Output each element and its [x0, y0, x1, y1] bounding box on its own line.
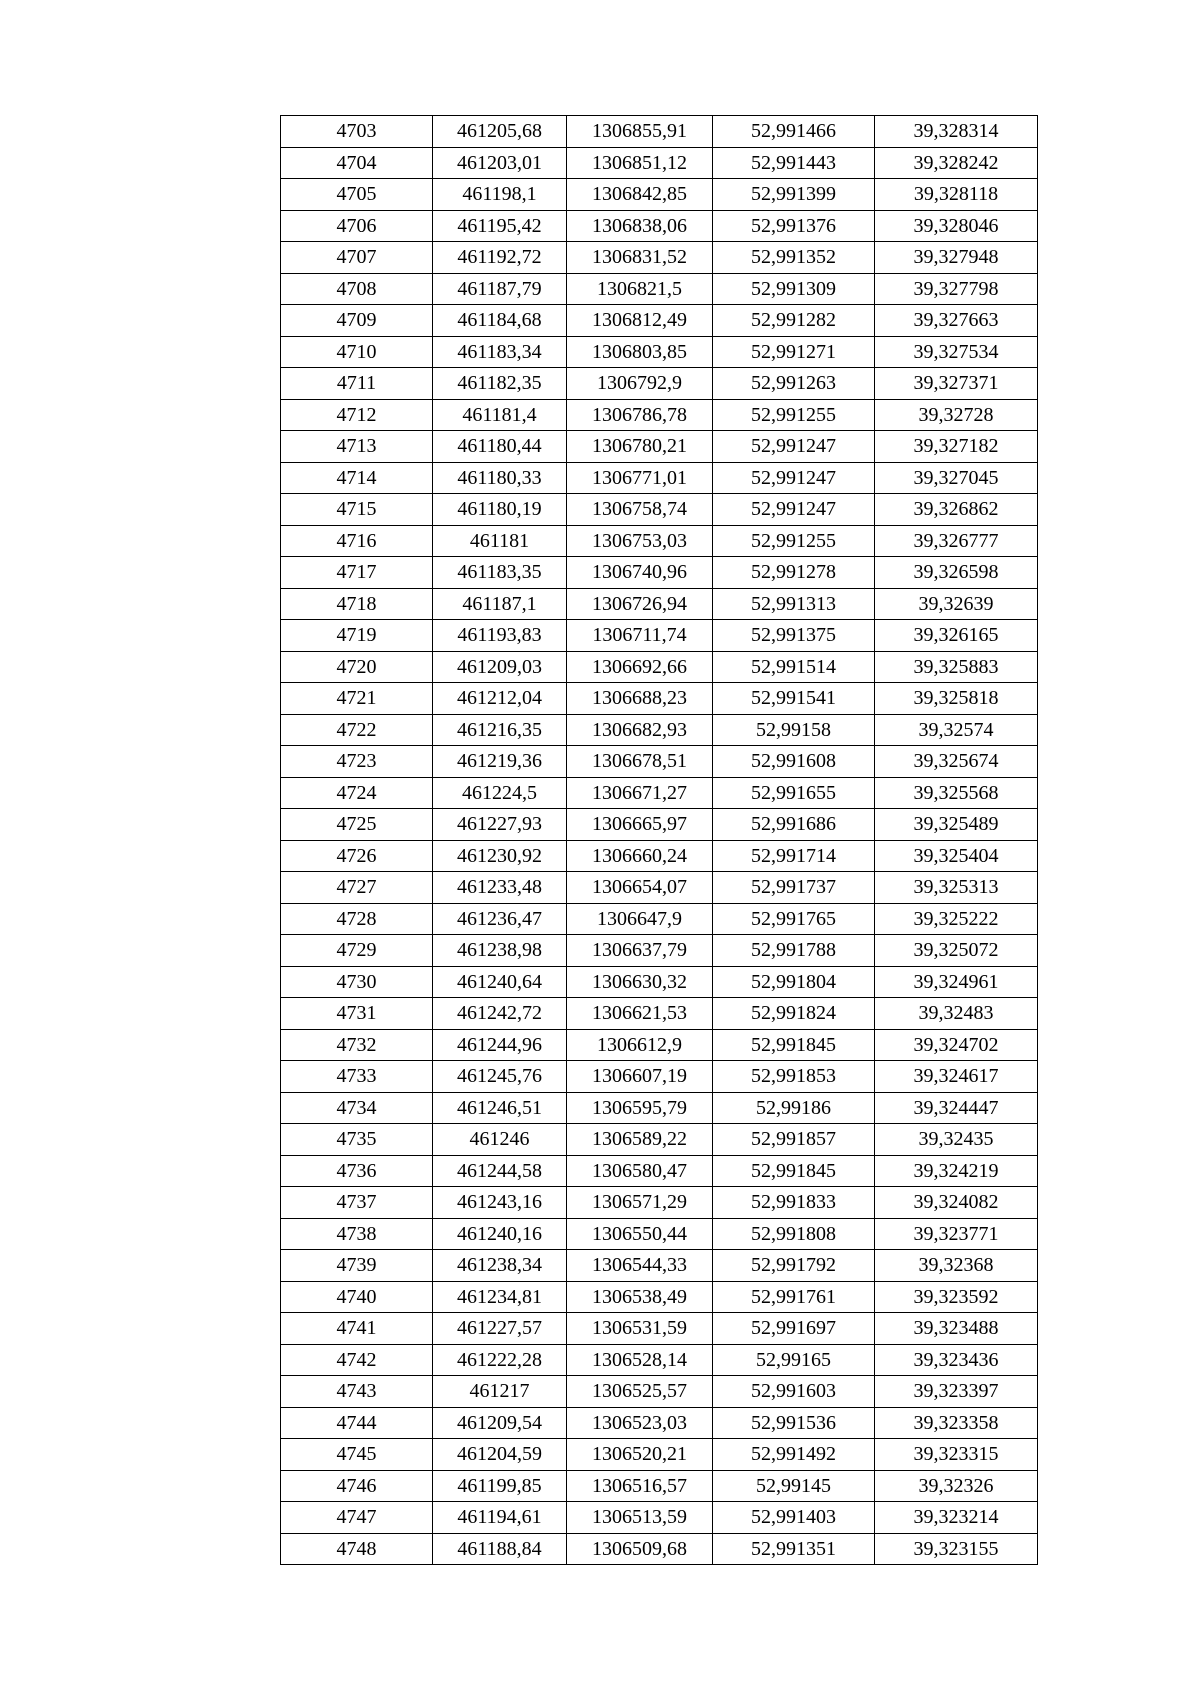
y-coordinate-cell: 1306753,03 [567, 525, 713, 557]
longitude-cell: 39,323315 [875, 1439, 1038, 1471]
table-row [281, 1439, 1038, 1471]
point-number-cell: 4712 [281, 399, 433, 431]
point-number-cell: 4705 [281, 179, 433, 211]
point-number-cell: 4715 [281, 494, 433, 526]
x-coordinate-cell: 461204,59 [433, 1439, 567, 1471]
x-coordinate-cell: 461212,04 [433, 683, 567, 715]
longitude-cell: 39,323771 [875, 1218, 1038, 1250]
x-coordinate-cell: 461227,93 [433, 809, 567, 841]
latitude-cell: 52,991765 [713, 903, 875, 935]
y-coordinate-cell: 1306780,21 [567, 431, 713, 463]
point-number-cell: 4706 [281, 210, 433, 242]
table-row [281, 683, 1038, 715]
longitude-cell: 39,323592 [875, 1281, 1038, 1313]
longitude-cell: 39,328242 [875, 147, 1038, 179]
table-row [281, 1061, 1038, 1093]
point-number-cell: 4731 [281, 998, 433, 1030]
longitude-cell: 39,328118 [875, 179, 1038, 211]
longitude-cell: 39,327182 [875, 431, 1038, 463]
y-coordinate-cell: 1306550,44 [567, 1218, 713, 1250]
x-coordinate-cell: 461209,03 [433, 651, 567, 683]
x-coordinate-cell: 461192,72 [433, 242, 567, 274]
table-row [281, 777, 1038, 809]
latitude-cell: 52,991845 [713, 1155, 875, 1187]
table-row [281, 1281, 1038, 1313]
point-number-cell: 4718 [281, 588, 433, 620]
latitude-cell: 52,991853 [713, 1061, 875, 1093]
point-number-cell: 4734 [281, 1092, 433, 1124]
x-coordinate-cell: 461195,42 [433, 210, 567, 242]
longitude-cell: 39,328314 [875, 116, 1038, 148]
table-row [281, 116, 1038, 148]
latitude-cell: 52,991271 [713, 336, 875, 368]
x-coordinate-cell: 461227,57 [433, 1313, 567, 1345]
latitude-cell: 52,991697 [713, 1313, 875, 1345]
point-number-cell: 4713 [281, 431, 433, 463]
point-number-cell: 4735 [281, 1124, 433, 1156]
point-number-cell: 4742 [281, 1344, 433, 1376]
point-number-cell: 4746 [281, 1470, 433, 1502]
x-coordinate-cell: 461217 [433, 1376, 567, 1408]
x-coordinate-cell: 461187,79 [433, 273, 567, 305]
point-number-cell: 4728 [281, 903, 433, 935]
latitude-cell: 52,991351 [713, 1533, 875, 1565]
table-row [281, 431, 1038, 463]
point-number-cell: 4720 [281, 651, 433, 683]
point-number-cell: 4743 [281, 1376, 433, 1408]
table-row [281, 1029, 1038, 1061]
x-coordinate-cell: 461184,68 [433, 305, 567, 337]
point-number-cell: 4711 [281, 368, 433, 400]
x-coordinate-cell: 461180,33 [433, 462, 567, 494]
longitude-cell: 39,32368 [875, 1250, 1038, 1282]
x-coordinate-cell: 461181 [433, 525, 567, 557]
point-number-cell: 4736 [281, 1155, 433, 1187]
table-row [281, 620, 1038, 652]
point-number-cell: 4707 [281, 242, 433, 274]
longitude-cell: 39,327948 [875, 242, 1038, 274]
point-number-cell: 4725 [281, 809, 433, 841]
table-row [281, 557, 1038, 589]
x-coordinate-cell: 461233,48 [433, 872, 567, 904]
y-coordinate-cell: 1306771,01 [567, 462, 713, 494]
latitude-cell: 52,991824 [713, 998, 875, 1030]
longitude-cell: 39,324082 [875, 1187, 1038, 1219]
y-coordinate-cell: 1306630,32 [567, 966, 713, 998]
latitude-cell: 52,991403 [713, 1502, 875, 1534]
latitude-cell: 52,991737 [713, 872, 875, 904]
longitude-cell: 39,32435 [875, 1124, 1038, 1156]
table-row [281, 935, 1038, 967]
latitude-cell: 52,991247 [713, 494, 875, 526]
latitude-cell: 52,991443 [713, 147, 875, 179]
y-coordinate-cell: 1306692,66 [567, 651, 713, 683]
y-coordinate-cell: 1306612,9 [567, 1029, 713, 1061]
x-coordinate-cell: 461180,19 [433, 494, 567, 526]
table-row [281, 147, 1038, 179]
latitude-cell: 52,991804 [713, 966, 875, 998]
table-row [281, 462, 1038, 494]
y-coordinate-cell: 1306520,21 [567, 1439, 713, 1471]
table-row [281, 368, 1038, 400]
latitude-cell: 52,991282 [713, 305, 875, 337]
point-number-cell: 4703 [281, 116, 433, 148]
y-coordinate-cell: 1306509,68 [567, 1533, 713, 1565]
latitude-cell: 52,991857 [713, 1124, 875, 1156]
longitude-cell: 39,327045 [875, 462, 1038, 494]
x-coordinate-cell: 461180,44 [433, 431, 567, 463]
longitude-cell: 39,324447 [875, 1092, 1038, 1124]
x-coordinate-cell: 461209,54 [433, 1407, 567, 1439]
table-row [281, 840, 1038, 872]
latitude-cell: 52,991536 [713, 1407, 875, 1439]
latitude-cell: 52,991761 [713, 1281, 875, 1313]
latitude-cell: 52,991313 [713, 588, 875, 620]
y-coordinate-cell: 1306660,24 [567, 840, 713, 872]
table-row [281, 242, 1038, 274]
x-coordinate-cell: 461219,36 [433, 746, 567, 778]
table-row [281, 494, 1038, 526]
table-row [281, 1124, 1038, 1156]
coordinates-table-body [281, 116, 1038, 1565]
y-coordinate-cell: 1306831,52 [567, 242, 713, 274]
y-coordinate-cell: 1306528,14 [567, 1344, 713, 1376]
latitude-cell: 52,991263 [713, 368, 875, 400]
latitude-cell: 52,991808 [713, 1218, 875, 1250]
y-coordinate-cell: 1306682,93 [567, 714, 713, 746]
table-row [281, 1502, 1038, 1534]
x-coordinate-cell: 461244,96 [433, 1029, 567, 1061]
y-coordinate-cell: 1306726,94 [567, 588, 713, 620]
longitude-cell: 39,323214 [875, 1502, 1038, 1534]
table-row [281, 1155, 1038, 1187]
point-number-cell: 4737 [281, 1187, 433, 1219]
y-coordinate-cell: 1306595,79 [567, 1092, 713, 1124]
x-coordinate-cell: 461188,84 [433, 1533, 567, 1565]
longitude-cell: 39,325313 [875, 872, 1038, 904]
x-coordinate-cell: 461216,35 [433, 714, 567, 746]
y-coordinate-cell: 1306607,19 [567, 1061, 713, 1093]
point-number-cell: 4730 [281, 966, 433, 998]
y-coordinate-cell: 1306525,57 [567, 1376, 713, 1408]
y-coordinate-cell: 1306786,78 [567, 399, 713, 431]
point-number-cell: 4738 [281, 1218, 433, 1250]
x-coordinate-cell: 461222,28 [433, 1344, 567, 1376]
y-coordinate-cell: 1306842,85 [567, 179, 713, 211]
y-coordinate-cell: 1306688,23 [567, 683, 713, 715]
longitude-cell: 39,32728 [875, 399, 1038, 431]
y-coordinate-cell: 1306792,9 [567, 368, 713, 400]
table-row [281, 273, 1038, 305]
y-coordinate-cell: 1306671,27 [567, 777, 713, 809]
latitude-cell: 52,991788 [713, 935, 875, 967]
latitude-cell: 52,99165 [713, 1344, 875, 1376]
y-coordinate-cell: 1306571,29 [567, 1187, 713, 1219]
latitude-cell: 52,991655 [713, 777, 875, 809]
longitude-cell: 39,324219 [875, 1155, 1038, 1187]
longitude-cell: 39,323397 [875, 1376, 1038, 1408]
table-row [281, 210, 1038, 242]
y-coordinate-cell: 1306621,53 [567, 998, 713, 1030]
longitude-cell: 39,325818 [875, 683, 1038, 715]
table-row [281, 998, 1038, 1030]
x-coordinate-cell: 461198,1 [433, 179, 567, 211]
y-coordinate-cell: 1306538,49 [567, 1281, 713, 1313]
y-coordinate-cell: 1306531,59 [567, 1313, 713, 1345]
longitude-cell: 39,32483 [875, 998, 1038, 1030]
point-number-cell: 4733 [281, 1061, 433, 1093]
y-coordinate-cell: 1306758,74 [567, 494, 713, 526]
latitude-cell: 52,991375 [713, 620, 875, 652]
y-coordinate-cell: 1306678,51 [567, 746, 713, 778]
x-coordinate-cell: 461240,16 [433, 1218, 567, 1250]
y-coordinate-cell: 1306513,59 [567, 1502, 713, 1534]
y-coordinate-cell: 1306838,06 [567, 210, 713, 242]
longitude-cell: 39,326598 [875, 557, 1038, 589]
y-coordinate-cell: 1306851,12 [567, 147, 713, 179]
longitude-cell: 39,325568 [875, 777, 1038, 809]
latitude-cell: 52,991352 [713, 242, 875, 274]
table-row [281, 1092, 1038, 1124]
point-number-cell: 4708 [281, 273, 433, 305]
longitude-cell: 39,324702 [875, 1029, 1038, 1061]
x-coordinate-cell: 461243,16 [433, 1187, 567, 1219]
point-number-cell: 4709 [281, 305, 433, 337]
longitude-cell: 39,325404 [875, 840, 1038, 872]
longitude-cell: 39,324617 [875, 1061, 1038, 1093]
table-row [281, 1533, 1038, 1565]
point-number-cell: 4719 [281, 620, 433, 652]
longitude-cell: 39,327798 [875, 273, 1038, 305]
longitude-cell: 39,325222 [875, 903, 1038, 935]
x-coordinate-cell: 461234,81 [433, 1281, 567, 1313]
table-row [281, 525, 1038, 557]
x-coordinate-cell: 461230,92 [433, 840, 567, 872]
latitude-cell: 52,991541 [713, 683, 875, 715]
longitude-cell: 39,323488 [875, 1313, 1038, 1345]
latitude-cell: 52,991714 [713, 840, 875, 872]
x-coordinate-cell: 461193,83 [433, 620, 567, 652]
y-coordinate-cell: 1306647,9 [567, 903, 713, 935]
longitude-cell: 39,326862 [875, 494, 1038, 526]
table-row [281, 336, 1038, 368]
point-number-cell: 4723 [281, 746, 433, 778]
latitude-cell: 52,991247 [713, 462, 875, 494]
table-row [281, 1344, 1038, 1376]
latitude-cell: 52,991309 [713, 273, 875, 305]
y-coordinate-cell: 1306523,03 [567, 1407, 713, 1439]
point-number-cell: 4717 [281, 557, 433, 589]
x-coordinate-cell: 461240,64 [433, 966, 567, 998]
point-number-cell: 4724 [281, 777, 433, 809]
table-row [281, 714, 1038, 746]
y-coordinate-cell: 1306855,91 [567, 116, 713, 148]
point-number-cell: 4748 [281, 1533, 433, 1565]
x-coordinate-cell: 461199,85 [433, 1470, 567, 1502]
table-row [281, 872, 1038, 904]
y-coordinate-cell: 1306654,07 [567, 872, 713, 904]
coordinates-table [280, 115, 1038, 1565]
longitude-cell: 39,327371 [875, 368, 1038, 400]
latitude-cell: 52,99186 [713, 1092, 875, 1124]
latitude-cell: 52,991278 [713, 557, 875, 589]
x-coordinate-cell: 461205,68 [433, 116, 567, 148]
longitude-cell: 39,32326 [875, 1470, 1038, 1502]
longitude-cell: 39,325674 [875, 746, 1038, 778]
point-number-cell: 4739 [281, 1250, 433, 1282]
point-number-cell: 4716 [281, 525, 433, 557]
latitude-cell: 52,991247 [713, 431, 875, 463]
longitude-cell: 39,323358 [875, 1407, 1038, 1439]
x-coordinate-cell: 461236,47 [433, 903, 567, 935]
table-row [281, 399, 1038, 431]
longitude-cell: 39,325489 [875, 809, 1038, 841]
table-row [281, 305, 1038, 337]
y-coordinate-cell: 1306665,97 [567, 809, 713, 841]
x-coordinate-cell: 461246 [433, 1124, 567, 1156]
table-row [281, 903, 1038, 935]
x-coordinate-cell: 461181,4 [433, 399, 567, 431]
y-coordinate-cell: 1306711,74 [567, 620, 713, 652]
y-coordinate-cell: 1306580,47 [567, 1155, 713, 1187]
point-number-cell: 4710 [281, 336, 433, 368]
y-coordinate-cell: 1306516,57 [567, 1470, 713, 1502]
point-number-cell: 4727 [281, 872, 433, 904]
table-row [281, 966, 1038, 998]
point-number-cell: 4726 [281, 840, 433, 872]
table-row [281, 1313, 1038, 1345]
table-row [281, 588, 1038, 620]
y-coordinate-cell: 1306637,79 [567, 935, 713, 967]
table-row [281, 1218, 1038, 1250]
latitude-cell: 52,991514 [713, 651, 875, 683]
latitude-cell: 52,991845 [713, 1029, 875, 1061]
point-number-cell: 4747 [281, 1502, 433, 1534]
latitude-cell: 52,991376 [713, 210, 875, 242]
longitude-cell: 39,323155 [875, 1533, 1038, 1565]
table-row [281, 1376, 1038, 1408]
point-number-cell: 4722 [281, 714, 433, 746]
y-coordinate-cell: 1306544,33 [567, 1250, 713, 1282]
x-coordinate-cell: 461194,61 [433, 1502, 567, 1534]
longitude-cell: 39,32639 [875, 588, 1038, 620]
latitude-cell: 52,991686 [713, 809, 875, 841]
table-row [281, 179, 1038, 211]
latitude-cell: 52,991399 [713, 179, 875, 211]
latitude-cell: 52,991792 [713, 1250, 875, 1282]
table-row [281, 809, 1038, 841]
longitude-cell: 39,325072 [875, 935, 1038, 967]
longitude-cell: 39,325883 [875, 651, 1038, 683]
latitude-cell: 52,99145 [713, 1470, 875, 1502]
point-number-cell: 4745 [281, 1439, 433, 1471]
table-row [281, 1470, 1038, 1502]
y-coordinate-cell: 1306740,96 [567, 557, 713, 589]
y-coordinate-cell: 1306821,5 [567, 273, 713, 305]
longitude-cell: 39,328046 [875, 210, 1038, 242]
longitude-cell: 39,327663 [875, 305, 1038, 337]
x-coordinate-cell: 461203,01 [433, 147, 567, 179]
y-coordinate-cell: 1306812,49 [567, 305, 713, 337]
x-coordinate-cell: 461182,35 [433, 368, 567, 400]
longitude-cell: 39,327534 [875, 336, 1038, 368]
latitude-cell: 52,991492 [713, 1439, 875, 1471]
longitude-cell: 39,323436 [875, 1344, 1038, 1376]
table-row [281, 1187, 1038, 1219]
latitude-cell: 52,991603 [713, 1376, 875, 1408]
x-coordinate-cell: 461246,51 [433, 1092, 567, 1124]
point-number-cell: 4704 [281, 147, 433, 179]
longitude-cell: 39,324961 [875, 966, 1038, 998]
latitude-cell: 52,991255 [713, 525, 875, 557]
latitude-cell: 52,991255 [713, 399, 875, 431]
x-coordinate-cell: 461242,72 [433, 998, 567, 1030]
x-coordinate-cell: 461238,34 [433, 1250, 567, 1282]
y-coordinate-cell: 1306803,85 [567, 336, 713, 368]
point-number-cell: 4744 [281, 1407, 433, 1439]
x-coordinate-cell: 461238,98 [433, 935, 567, 967]
x-coordinate-cell: 461245,76 [433, 1061, 567, 1093]
point-number-cell: 4714 [281, 462, 433, 494]
x-coordinate-cell: 461187,1 [433, 588, 567, 620]
latitude-cell: 52,991833 [713, 1187, 875, 1219]
x-coordinate-cell: 461244,58 [433, 1155, 567, 1187]
point-number-cell: 4741 [281, 1313, 433, 1345]
longitude-cell: 39,326165 [875, 620, 1038, 652]
y-coordinate-cell: 1306589,22 [567, 1124, 713, 1156]
longitude-cell: 39,326777 [875, 525, 1038, 557]
table-row [281, 1407, 1038, 1439]
point-number-cell: 4740 [281, 1281, 433, 1313]
x-coordinate-cell: 461183,35 [433, 557, 567, 589]
point-number-cell: 4729 [281, 935, 433, 967]
table-row [281, 1250, 1038, 1282]
latitude-cell: 52,991466 [713, 116, 875, 148]
longitude-cell: 39,32574 [875, 714, 1038, 746]
table-row [281, 651, 1038, 683]
table-row [281, 746, 1038, 778]
point-number-cell: 4732 [281, 1029, 433, 1061]
x-coordinate-cell: 461224,5 [433, 777, 567, 809]
x-coordinate-cell: 461183,34 [433, 336, 567, 368]
latitude-cell: 52,991608 [713, 746, 875, 778]
latitude-cell: 52,99158 [713, 714, 875, 746]
point-number-cell: 4721 [281, 683, 433, 715]
